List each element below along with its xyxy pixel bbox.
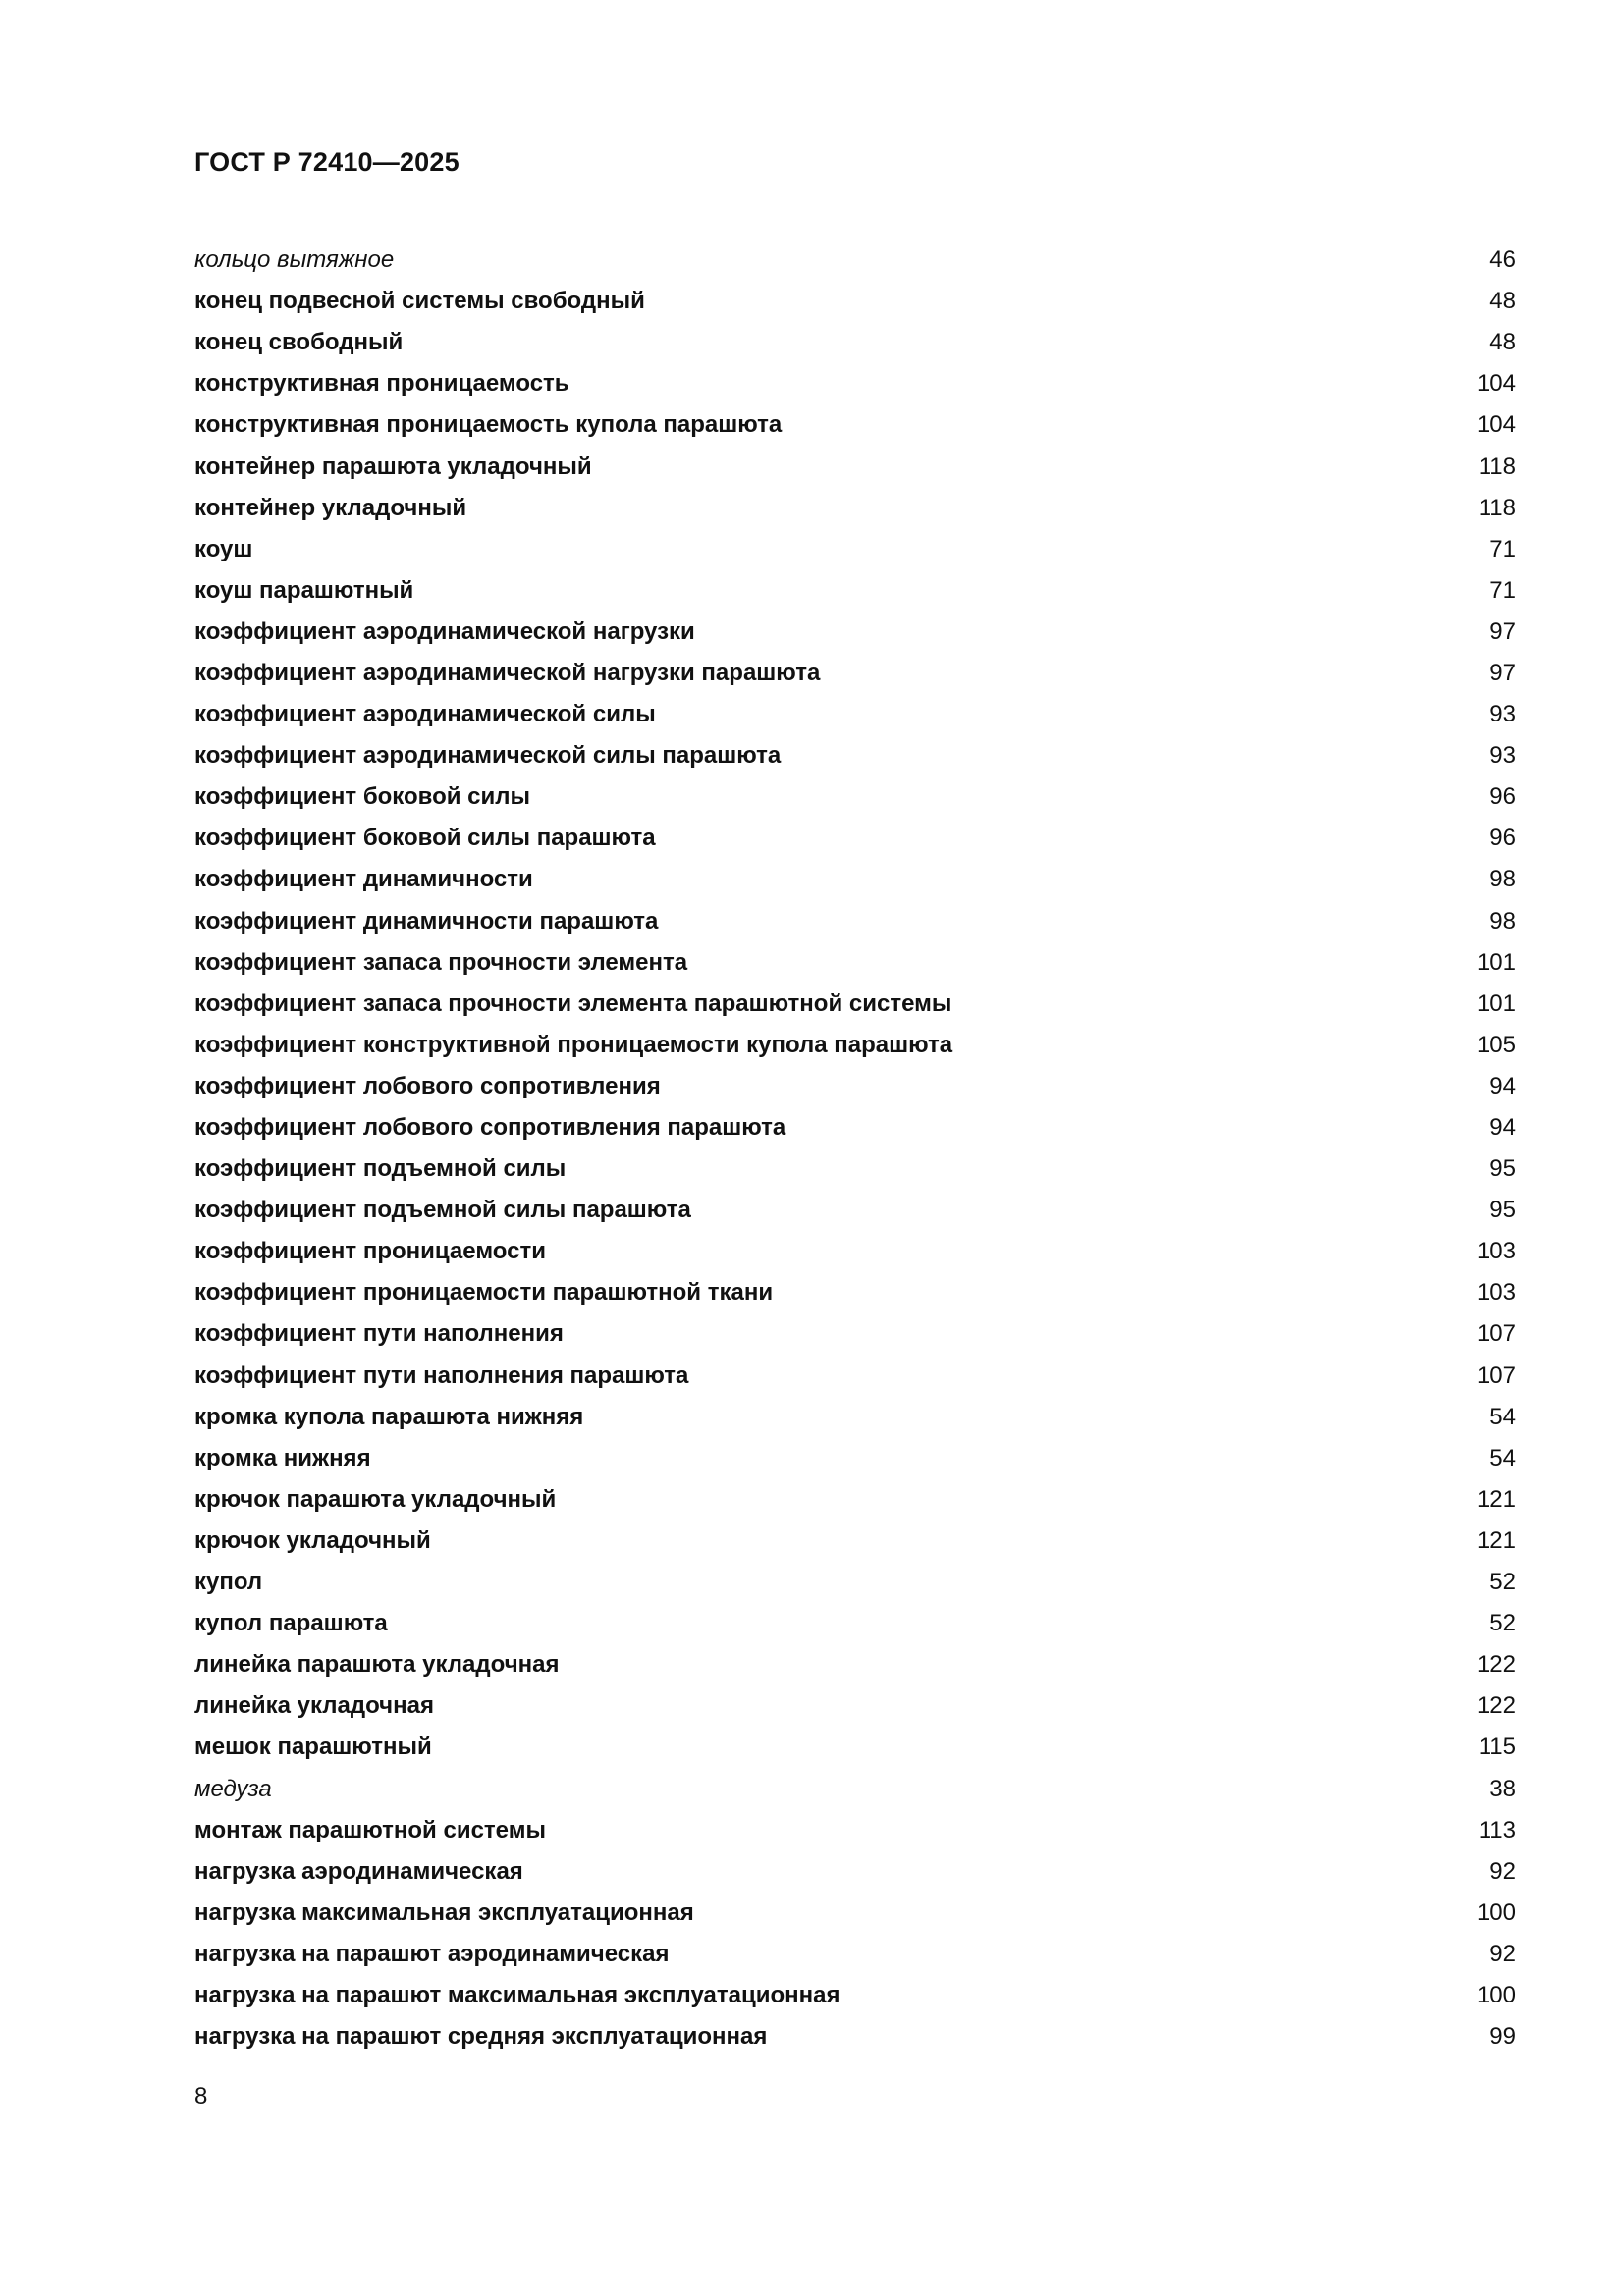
index-term: нагрузка максимальная эксплуатационная <box>194 1898 694 1926</box>
index-term: коэффициент аэродинамической силы <box>194 701 656 728</box>
index-page-ref: 104 <box>1476 411 1516 439</box>
index-page-ref: 99 <box>1489 2023 1516 2051</box>
index-entry <box>194 2016 1516 2057</box>
index-entry <box>194 570 1516 612</box>
index-entry <box>194 1851 1516 1893</box>
index-entry <box>194 653 1516 694</box>
index-page-ref: 118 <box>1478 453 1516 480</box>
index-entry <box>194 446 1516 487</box>
alphabetical-index <box>194 240 1516 2057</box>
index-entry <box>194 1397 1516 1438</box>
index-page-ref: 98 <box>1489 866 1516 893</box>
index-page-ref: 121 <box>1476 1526 1516 1554</box>
index-page-ref: 46 <box>1489 246 1516 274</box>
index-entry <box>194 1066 1516 1107</box>
index-page-ref: 92 <box>1489 1857 1516 1885</box>
index-term: конструктивная проницаемость купола парашюта <box>194 411 783 439</box>
index-term: линейка парашюта укладочная <box>194 1651 560 1679</box>
index-entry <box>194 1438 1516 1479</box>
index-entry <box>194 322 1516 363</box>
index-entry <box>194 694 1516 735</box>
index-page-ref: 52 <box>1489 1610 1516 1637</box>
index-page-ref: 54 <box>1489 1403 1516 1430</box>
index-entry <box>194 1934 1516 1975</box>
index-term: коэффициент запаса прочности элемента <box>194 948 688 976</box>
index-page-ref: 52 <box>1489 1569 1516 1596</box>
index-entry <box>194 942 1516 984</box>
index-page-ref: 95 <box>1489 1197 1516 1224</box>
index-entry <box>194 363 1516 404</box>
index-term: коэффициент аэродинамической нагрузки <box>194 617 695 645</box>
index-entry <box>194 859 1516 900</box>
index-page-ref: 95 <box>1489 1155 1516 1183</box>
index-entry <box>194 612 1516 653</box>
index-term: коэффициент динамичности парашюта <box>194 907 659 934</box>
index-term: линейка укладочная <box>194 1692 434 1720</box>
index-entry <box>194 1272 1516 1313</box>
index-entry <box>194 281 1516 322</box>
index-page-ref: 122 <box>1476 1692 1516 1720</box>
index-page-ref: 48 <box>1489 329 1516 356</box>
index-page-ref: 48 <box>1489 288 1516 315</box>
index-term: коэффициент боковой силы парашюта <box>194 825 656 852</box>
page-number: 8 <box>194 2083 208 2109</box>
index-page-ref: 122 <box>1476 1651 1516 1679</box>
index-term: кромка купола парашюта нижняя <box>194 1403 584 1430</box>
index-term: коэффициент подъемной силы парашюта <box>194 1197 691 1224</box>
index-term: медуза <box>194 1775 272 1802</box>
index-page-ref: 100 <box>1476 1981 1516 2008</box>
index-page-ref: 105 <box>1476 1031 1516 1058</box>
index-page-ref: 94 <box>1489 1114 1516 1142</box>
index-page-ref: 92 <box>1489 1940 1516 1967</box>
index-term: кромка нижняя <box>194 1444 371 1471</box>
index-term: коэффициент проницаемости <box>194 1238 546 1265</box>
index-page-ref: 96 <box>1489 825 1516 852</box>
index-term: конец свободный <box>194 329 404 356</box>
index-entry <box>194 1768 1516 1809</box>
index-page-ref: 98 <box>1489 907 1516 934</box>
index-page-ref: 93 <box>1489 742 1516 770</box>
index-term: контейнер парашюта укладочный <box>194 453 592 480</box>
document-header: ГОСТ Р 72410—2025 <box>194 147 460 177</box>
index-term: купол парашюта <box>194 1610 388 1637</box>
index-term: коуш парашютный <box>194 576 414 604</box>
index-entry <box>194 1190 1516 1231</box>
index-page-ref: 113 <box>1478 1816 1516 1843</box>
index-term: крючок укладочный <box>194 1526 431 1554</box>
index-term: коэффициент лобового сопротивления <box>194 1072 661 1099</box>
index-page-ref: 38 <box>1489 1775 1516 1802</box>
index-entry <box>194 1521 1516 1562</box>
index-entry <box>194 1603 1516 1644</box>
index-page-ref: 118 <box>1478 494 1516 521</box>
index-entry <box>194 818 1516 859</box>
index-term: коэффициент проницаемости парашютной ткани <box>194 1279 774 1307</box>
index-term: нагрузка на парашют средняя эксплуатационная <box>194 2023 768 2051</box>
index-term: коэффициент пути наполнения парашюта <box>194 1362 689 1389</box>
index-page-ref: 100 <box>1476 1898 1516 1926</box>
index-term: кольцо вытяжное <box>194 246 395 274</box>
index-page-ref: 97 <box>1489 617 1516 645</box>
index-page-ref: 71 <box>1489 576 1516 604</box>
index-term: конец подвесной системы свободный <box>194 288 645 315</box>
index-term: коэффициент пути наполнения <box>194 1320 564 1348</box>
index-page-ref: 101 <box>1476 948 1516 976</box>
index-page-ref: 104 <box>1476 370 1516 398</box>
index-term: коэффициент запаса прочности элемента парашютной системы <box>194 989 952 1017</box>
index-entry <box>194 488 1516 529</box>
index-page-ref: 107 <box>1476 1362 1516 1389</box>
index-page-ref: 93 <box>1489 701 1516 728</box>
index-page-ref: 103 <box>1476 1279 1516 1307</box>
index-page-ref: 71 <box>1489 535 1516 562</box>
index-term: коэффициент конструктивной проницаемости купола парашюта <box>194 1031 953 1058</box>
index-term: коэффициент подъемной силы <box>194 1155 567 1183</box>
index-entry <box>194 1107 1516 1148</box>
index-term: контейнер укладочный <box>194 494 467 521</box>
index-entry <box>194 776 1516 818</box>
index-term: коэффициент динамичности <box>194 866 533 893</box>
index-entry <box>194 1893 1516 1934</box>
index-page-ref: 107 <box>1476 1320 1516 1348</box>
index-page-ref: 101 <box>1476 989 1516 1017</box>
index-page-ref: 94 <box>1489 1072 1516 1099</box>
index-entry <box>194 1148 1516 1190</box>
index-term: мешок парашютный <box>194 1734 432 1761</box>
index-term: коэффициент лобового сопротивления парашюта <box>194 1114 786 1142</box>
index-entry <box>194 1727 1516 1768</box>
index-entry <box>194 1356 1516 1397</box>
index-term: купол <box>194 1569 263 1596</box>
index-entry <box>194 1313 1516 1355</box>
index-entry <box>194 1810 1516 1851</box>
index-term: крючок парашюта укладочный <box>194 1485 557 1513</box>
index-entry <box>194 1562 1516 1603</box>
index-page-ref: 115 <box>1478 1734 1516 1761</box>
index-entry <box>194 404 1516 446</box>
index-term: нагрузка на парашют аэродинамическая <box>194 1940 670 1967</box>
index-entry <box>194 1231 1516 1272</box>
index-page-ref: 54 <box>1489 1444 1516 1471</box>
index-term: коэффициент аэродинамической нагрузки парашюта <box>194 659 821 686</box>
index-page-ref: 121 <box>1476 1485 1516 1513</box>
index-term: конструктивная проницаемость <box>194 370 569 398</box>
index-term: коуш <box>194 535 253 562</box>
index-page-ref: 103 <box>1476 1238 1516 1265</box>
index-term: нагрузка аэродинамическая <box>194 1857 523 1885</box>
index-entry <box>194 1685 1516 1727</box>
index-entry <box>194 1025 1516 1066</box>
index-entry <box>194 1644 1516 1685</box>
index-term: коэффициент аэродинамической силы парашюта <box>194 742 782 770</box>
index-term: нагрузка на парашют максимальная эксплуатационная <box>194 1981 840 2008</box>
index-entry <box>194 529 1516 570</box>
index-page-ref: 96 <box>1489 783 1516 811</box>
index-entry <box>194 1479 1516 1521</box>
index-entry <box>194 1975 1516 2016</box>
index-term: коэффициент боковой силы <box>194 783 531 811</box>
index-page-ref: 97 <box>1489 659 1516 686</box>
index-entry <box>194 240 1516 281</box>
index-entry <box>194 735 1516 776</box>
index-entry <box>194 984 1516 1025</box>
index-entry <box>194 901 1516 942</box>
index-term: монтаж парашютной системы <box>194 1816 546 1843</box>
